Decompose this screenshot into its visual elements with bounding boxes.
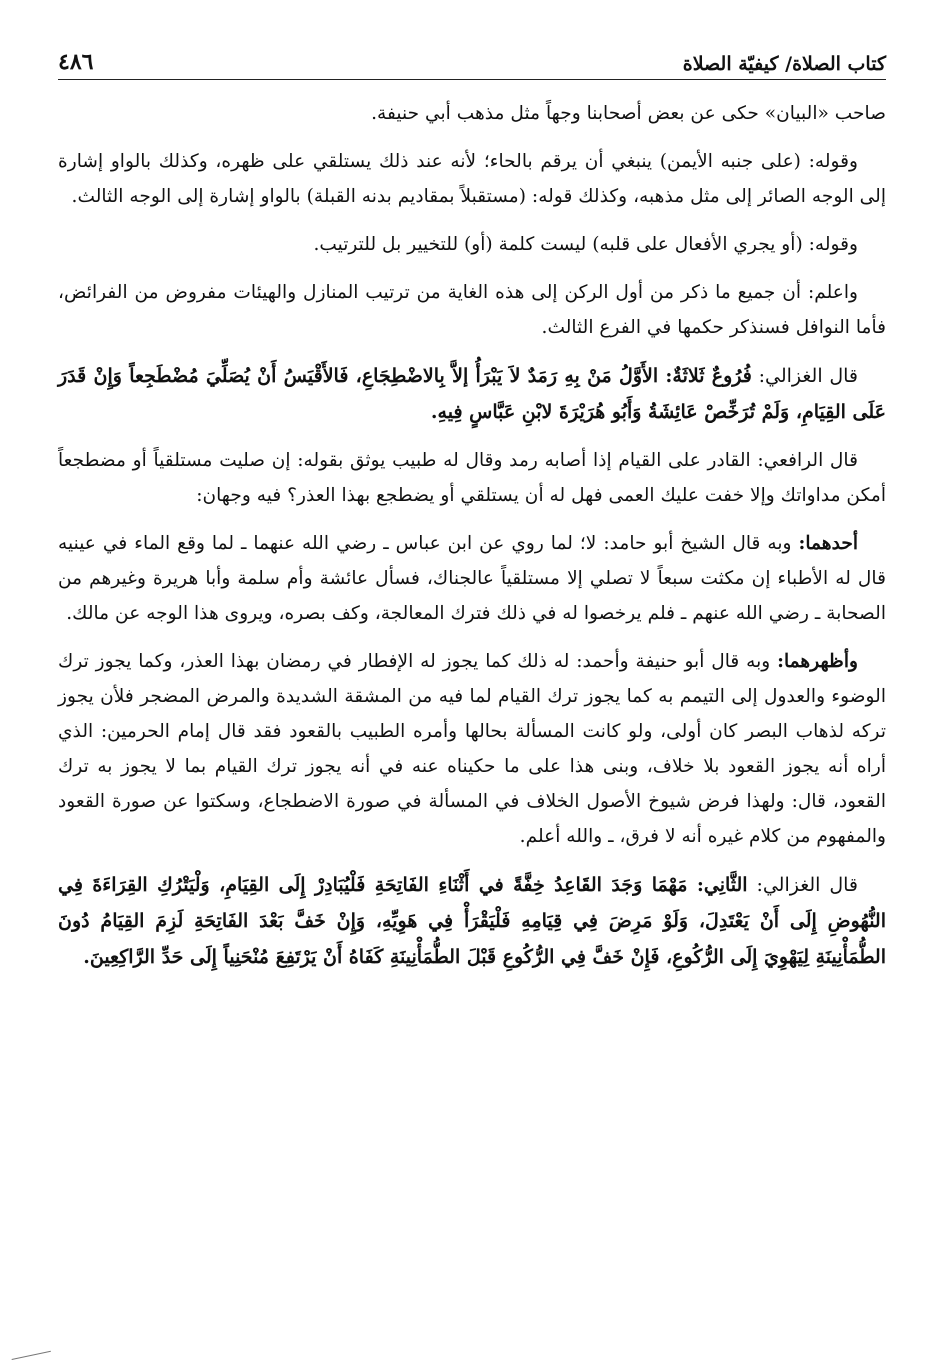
paragraph-text: وبه قال أبو حنيفة وأحمد: له ذلك كما يجوز له الإفطار في رمضان بهذا العذر، وكما يجوز ترك الوضوء والعدول إلى التيمم به كما يجوز ترك القيام لما فيه من المشقة الشديدة والمرض المضجر فلأن يجوز تركه لذهاب البصر كان أولى، ولو كانت المسألة بحالها وأمره الطبيب بالقعود فقد قال إمام الحرمين: الذي أراه أنه يجوز القعود بلا خلاف، وبنى هذا على ما حكيناه عنه في أنه يجوز ترك القيام بما لا يجوز به ترك القعود، قال: ولهذا فرض شيوخ الأصول الخلاف في المسألة في صورة الاضطجاع، وسكتوا عن صورة القعود والمفهوم من كلام غيره أنه لا فرق، ـ والله أعلم. (58, 651, 886, 847)
paragraph-3 (58, 227, 886, 262)
scan-corner-mark (9, 1339, 51, 1360)
paragraph-2 (58, 144, 886, 214)
paragraph-text: وبه قال الشيخ أبو حامد: لا؛ لما روي عن ابن عباس ـ رضي الله عنهما ـ لما وقع الماء في عينيه قال له الأطباء إن مكثت سبعاً لا تصلي إلا مستلقياً عالجناك، فسأل عائشة وأم سلمة وأبا هريرة وغيرهم من الصحابة ـ رضي الله عنهم ـ فلم يرخصوا له في ذلك فترك المعالجة، وكف بصره، ويروى هذا الوجه عن مالك. (58, 533, 886, 624)
paragraph-1 (58, 96, 886, 131)
quote-text: فُرُوعٌ ثَلاثَةٌ: الأَوَّلُ مَنْ بِهِ رَمَدٌ لاَ يَبْرَأُ إلاَّ بِالاضْطِجَاعِ، فَالأَقْيَسُ أَنْ يُصَلِّيَ مُضْطَجِعاً وَإِنْ قَدَرَ عَلَى القِيَامِ، وَلَمْ تُرَخِّصْ عَائِشَةُ وَأَبُو هُرَيْرَةَ لابْنِ عَبَّاسٍ فِيهِ. (58, 365, 886, 423)
paragraph-text: صاحب «البيان» حكى عن بعض أصحابنا وجهاً مثل مذهب أبي حنيفة. (371, 103, 886, 124)
paragraph-first-view (58, 526, 886, 631)
lead-word: وأظهرهما: (777, 651, 858, 672)
speaker-label: قال الغزالي: (747, 874, 859, 896)
quote-text: الثَّانِي: مَهْمَا وَجَدَ القَاعِدُ خِفَّةً في أَثْنَاءِ الفَاتِحَةِ فَلْيُبَادِرْ إِلَى القِيَامِ، وَلْيَتْرُكِ القِرَاءَةَ فِي النُّهُوضِ إِلَى أَنْ يَعْتَدِلَ، وَلَوْ مَرِضَ فِي قِيَامِهِ فَلْيَقْرَأْ فِي هَوِيِّهِ، وَإِنْ خَفَّ بَعْدَ الفَاتِحَةِ لَزِمَ القِيَامُ دُونَ الطُّمَأْنِينَةِ لِيَهْوِيَ إِلَى الرُّكُوعِ، فَإِنْ خَفَّ فِي الرُّكُوعِ قَبْلَ الطُّمَأْنِينَةِ كَفَاهُ أَنْ يَرْتَفِعَ مُنْحَنِياً إِلَى حَدِّ الرَّاكِعِينَ. (58, 874, 886, 968)
page-number: ٤٨٦ (58, 49, 94, 75)
page-body (58, 96, 886, 988)
lead-word: أحدهما: (798, 533, 858, 554)
paragraph-text: وقوله: (أو يجري الأفعال على قلبه) ليست كلمة (أو) للتخيير بل للترتيب. (313, 234, 858, 255)
ghazali-quote-2 (58, 867, 886, 975)
paragraph-rafii (58, 443, 886, 513)
paragraph-text: وقوله: (على جنبه الأيمن) ينبغي أن يرقم بالحاء؛ لأنه عند ذلك يستلقي على ظهره، وكذلك بالواو إشارة إلى الوجه الصائر إلى مثل مذهبه، وكذلك قوله: (مستقبلاً بمقاديم بدنه القبلة) بالواو إشارة إلى الوجه الثالث. (58, 151, 886, 207)
running-title: كتاب الصلاة/ كيفيّة الصلاة (682, 53, 886, 75)
ghazali-quote-1 (58, 358, 886, 430)
speaker-label: قال الغزالي: (751, 365, 858, 387)
paragraph-second-view (58, 644, 886, 854)
running-header (58, 40, 886, 80)
paragraph-4 (58, 275, 886, 345)
paragraph-text: واعلم: أن جميع ما ذكر من أول الركن إلى هذه الغاية من ترتيب المنازل والهيئات مفروض من الفرائض، فأما النوافل فسنذكر حكمها في الفرع الثالث. (58, 282, 886, 338)
paragraph-text: قال الرافعي: القادر على القيام إذا أصابه رمد وقال له طبيب يوثق بقوله: إن صليت مستلقياً أو مضطجعاً أمكن مداواتك وإلا خفت عليك العمى فهل له أن يستلقي أو يضطجع بهذا العذر؟ فيه وجهان: (58, 450, 886, 506)
